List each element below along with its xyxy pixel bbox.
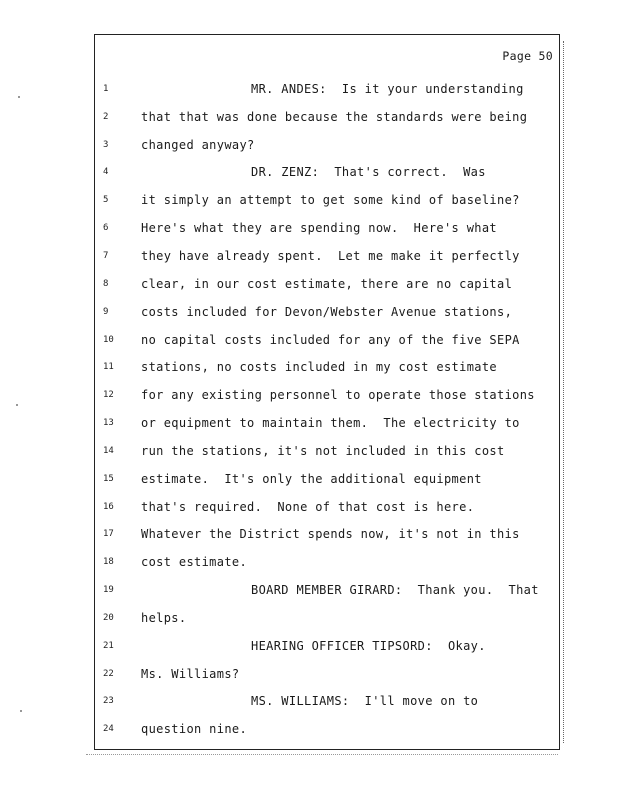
line-number: 8 xyxy=(103,278,109,289)
transcript-line xyxy=(95,688,559,716)
line-number: 14 xyxy=(103,445,114,456)
line-text: run the stations, it's not included in this cost xyxy=(141,443,505,458)
line-text: MS. WILLIAMS: I'll move on to xyxy=(251,694,479,709)
transcript-line xyxy=(95,521,559,549)
transcript-line xyxy=(95,298,559,326)
transcript-line xyxy=(95,353,559,381)
page-number: Page 50 xyxy=(502,49,553,63)
line-number: 15 xyxy=(103,473,114,484)
line-number: 7 xyxy=(103,250,109,261)
line-text: question nine. xyxy=(141,722,248,737)
line-number: 6 xyxy=(103,223,109,234)
line-text: changed anyway? xyxy=(141,137,255,152)
scan-speck xyxy=(18,96,20,98)
transcript-lines xyxy=(95,75,559,743)
transcript-line xyxy=(95,465,559,493)
transcript-line xyxy=(95,715,559,743)
transcript-line xyxy=(95,270,559,298)
transcript-line xyxy=(95,103,559,131)
line-number: 17 xyxy=(103,529,114,540)
transcript-line xyxy=(95,632,559,660)
line-text: or equipment to maintain them. The electricity to xyxy=(141,416,520,431)
transcript-line xyxy=(95,660,559,688)
transcript-line xyxy=(95,326,559,354)
transcript-line xyxy=(95,131,559,159)
scan-bottom-rule xyxy=(86,754,558,755)
line-text: they have already spent. Let me make it perfectly xyxy=(141,248,520,263)
transcript-page xyxy=(94,34,560,750)
transcript-line xyxy=(95,214,559,242)
line-number: 5 xyxy=(103,195,109,206)
transcript-line xyxy=(95,576,559,604)
line-number: 18 xyxy=(103,557,114,568)
line-number: 23 xyxy=(103,696,114,707)
transcript-line xyxy=(95,409,559,437)
line-number: 22 xyxy=(103,668,114,679)
transcript-line xyxy=(95,159,559,187)
line-number: 13 xyxy=(103,418,114,429)
line-text: helps. xyxy=(141,610,187,625)
line-text: MR. ANDES: Is it your understanding xyxy=(251,81,524,96)
line-text: cost estimate. xyxy=(141,555,248,570)
line-text: no capital costs included for any of the five SEPA xyxy=(141,332,520,347)
transcript-line xyxy=(95,493,559,521)
transcript-line xyxy=(95,604,559,632)
transcript-line xyxy=(95,548,559,576)
line-text: clear, in our cost estimate, there are no capital xyxy=(141,276,513,291)
line-text: for any existing personnel to operate those stations xyxy=(141,388,535,403)
transcript-line xyxy=(95,437,559,465)
line-number: 21 xyxy=(103,640,114,651)
line-number: 10 xyxy=(103,334,114,345)
line-text: it simply an attempt to get some kind of baseline? xyxy=(141,193,520,208)
line-text: HEARING OFFICER TIPSORD: Okay. xyxy=(251,638,486,653)
scan-speck xyxy=(16,404,18,406)
line-number: 1 xyxy=(103,83,109,94)
transcript-line xyxy=(95,381,559,409)
line-number: 20 xyxy=(103,612,114,623)
line-text: that that was done because the standards were being xyxy=(141,109,528,124)
transcript-line xyxy=(95,75,559,103)
line-text: stations, no costs included in my cost estimate xyxy=(141,360,498,375)
line-number: 12 xyxy=(103,390,114,401)
scan-speck xyxy=(20,710,22,712)
line-text: Ms. Williams? xyxy=(141,666,240,681)
line-number: 11 xyxy=(103,362,114,373)
line-number: 16 xyxy=(103,501,114,512)
line-number: 9 xyxy=(103,306,109,317)
line-number: 3 xyxy=(103,139,109,150)
line-number: 24 xyxy=(103,724,114,735)
line-number: 2 xyxy=(103,111,109,122)
transcript-line xyxy=(95,242,559,270)
line-text: that's required. None of that cost is here. xyxy=(141,499,475,514)
line-text: BOARD MEMBER GIRARD: Thank you. That xyxy=(251,583,539,598)
line-text: DR. ZENZ: That's correct. Was xyxy=(251,165,486,180)
line-number: 19 xyxy=(103,585,114,596)
line-number: 4 xyxy=(103,167,109,178)
line-text: Whatever the District spends now, it's not in this xyxy=(141,527,520,542)
transcript-line xyxy=(95,186,559,214)
line-text: estimate. It's only the additional equipment xyxy=(141,471,482,486)
line-text: costs included for Devon/Webster Avenue stations, xyxy=(141,304,513,319)
line-text: Here's what they are spending now. Here's what xyxy=(141,221,498,236)
